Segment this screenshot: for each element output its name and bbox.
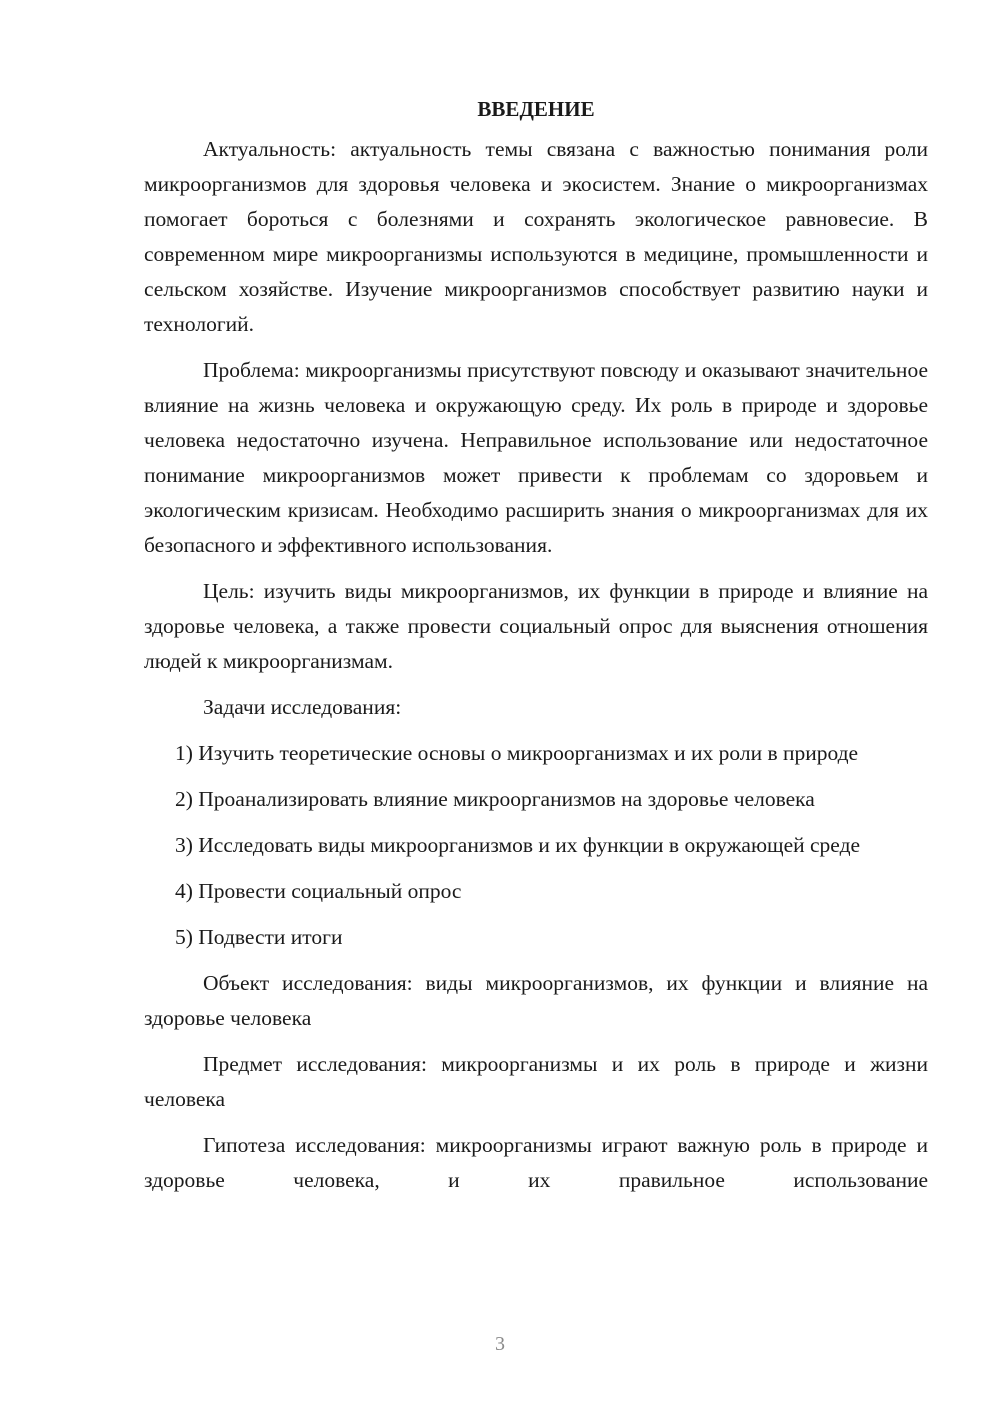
page-body (144, 92, 928, 1209)
task-item-2: 2) Проанализировать влияние микроорганизмов на здоровье человека (175, 787, 815, 811)
paragraph-hypothesis: Гипотеза исследования: микроорганизмы играют важную роль в природе и здоровье человека, и их правильное использование (144, 1133, 928, 1192)
task-item-1: 1) Изучить теоретические основы о микроорганизмах и их роли в природе (175, 741, 859, 765)
paragraph-object: Объект исследования: виды микроорганизмов, их функции и влияние на здоровье человека (144, 971, 928, 1030)
tasks-heading: Задачи исследования: (203, 695, 402, 719)
page-title: ВВЕДЕНИЕ (477, 97, 595, 121)
task-item-5: 5) Подвести итоги (175, 925, 343, 949)
paragraph-goal: Цель: изучить виды микроорганизмов, их функции в природе и влияние на здоровье человека, а также провести социальный опрос для выяснения отношения людей к микроорганизмам. (144, 579, 928, 673)
task-item-4: 4) Провести социальный опрос (175, 879, 462, 903)
paragraph-problem: Проблема: микроорганизмы присутствуют повсюду и оказывают значительное влияние на жизнь человека и окружающую среду. Их роль в природе и здоровье человека недостаточно изучена. Неправильное использование или недостаточное понимание микроорганизмов может привести к проблемам со здоровьем и экологическим кризисам. Необходимо расширить знания о микроорганизмах для их безопасного и эффективного использования. (144, 358, 928, 557)
page-number: 3 (495, 1333, 505, 1355)
paragraph-relevance: Актуальность: актуальность темы связана с важностью понимания роли микроорганизмов для здоровья человека и экосистем. Знание о микроорганизмах помогает бороться с болезнями и сохранять экологическое равновесие. В современном мире микроорганизмы используются в медицине, промышленности и сельском хозяйстве. Изучение микроорганизмов способствует развитию науки и технологий. (144, 137, 928, 336)
paragraph-subject: Предмет исследования: микроорганизмы и их роль в природе и жизни человека (144, 1052, 928, 1111)
task-item-3: 3) Исследовать виды микроорганизмов и их функции в окружающей среде (175, 833, 861, 857)
